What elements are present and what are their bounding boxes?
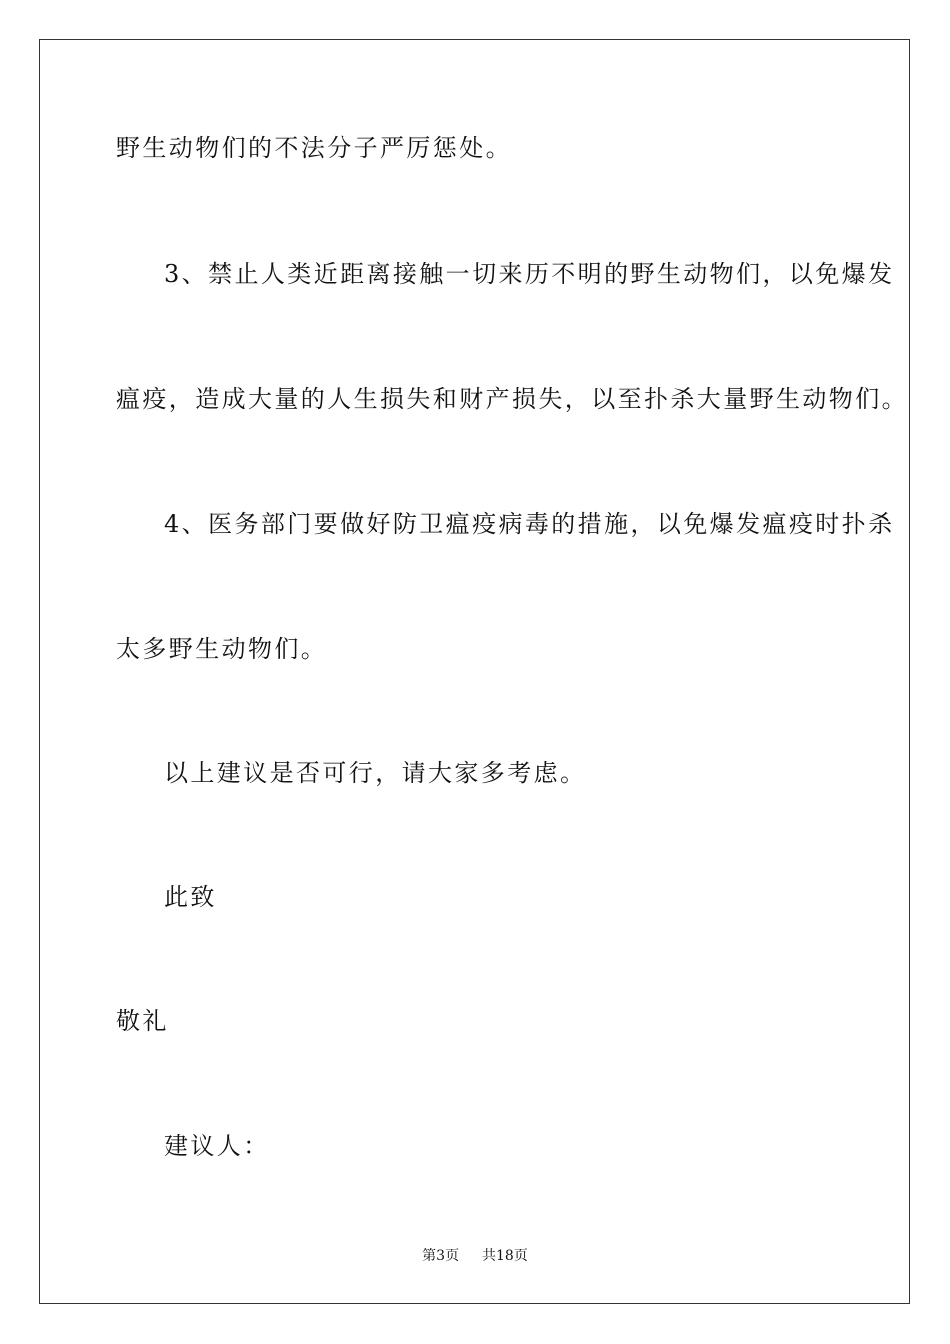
suggestion-3-line-1: 3、禁止人类近距离接触一切来历不明的野生动物们，以免爆发 [164, 260, 895, 288]
salutation-cizhi: 此致 [164, 883, 217, 911]
salutation-jingli: 敬礼 [116, 1007, 169, 1035]
suggestion-4-line-1: 4、医务部门要做好防卫瘟疫病毒的措施，以免爆发瘟疫时扑杀 [164, 510, 895, 538]
suggestion-3-line-2: 瘟疫，造成大量的人生损失和财产损失，以至扑杀大量野生动物们。 [116, 385, 908, 413]
page-border [39, 39, 910, 1304]
signature-label: 建议人： [164, 1132, 270, 1160]
suggestion-4-line-2: 太多野生动物们。 [116, 635, 328, 663]
page-number: 第3页 [422, 1248, 460, 1264]
page-total: 共18页 [482, 1248, 528, 1264]
page-footer [0, 1247, 950, 1265]
paragraph-continuation: 野生动物们的不法分子严厉惩处。 [116, 134, 512, 162]
closing-remark: 以上建议是否可行，请大家多考虑。 [164, 759, 587, 787]
